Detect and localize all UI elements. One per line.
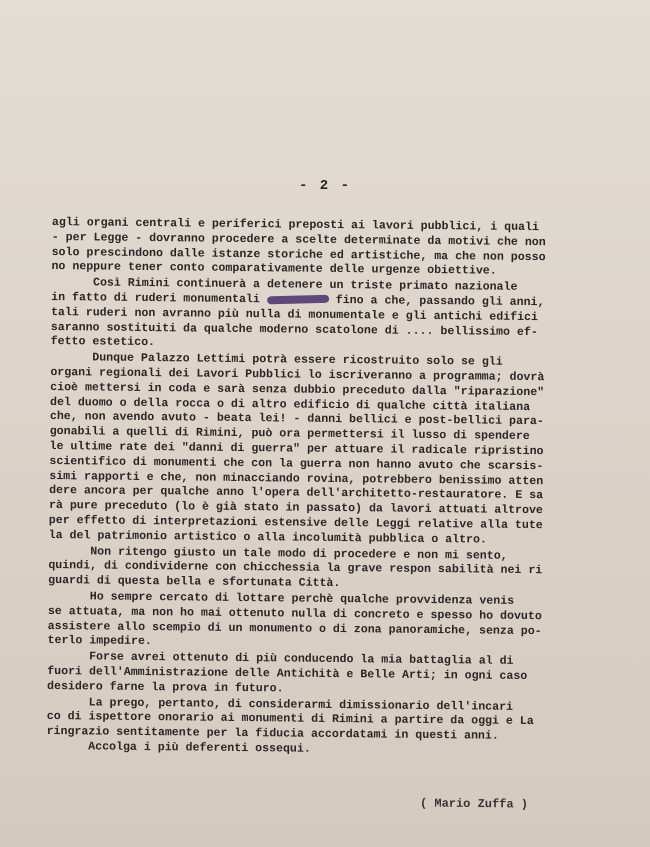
text-line: desidero farne la prova in futuro. — [47, 679, 284, 696]
text-line: rà pure preceduto (lo è già stato in passato) da lavori attuati altrove — [48, 499, 543, 518]
paragraph — [46, 695, 619, 760]
text-line: quindi, di condividerne con chicchessia la grave respon sabilità nei ri — [48, 559, 543, 578]
text-line: cioè mettersi in coda e sarà senza dubbio preceduto dalla "riparazione" — [50, 380, 545, 399]
text-line: se attuata, ma non ho mai ottenuto nulla di concreto e spesso ho dovuto — [47, 604, 542, 623]
paragraph — [51, 216, 624, 281]
text-line: assistere allo scempio di un monumento o di zona panoramiche, senza po- — [47, 619, 542, 638]
text-line: fuori dell'Amministrazione delle Antichità e Belle Arti; in ogni caso — [47, 664, 528, 683]
text-line: Ho sempre cercato di lottare perchè qualche provvidenza venis — [47, 589, 515, 608]
text-line: no neppure tener conto comparativamente delle urgenze obiettive. — [51, 260, 497, 279]
paragraph — [47, 590, 620, 655]
text-line: La prego, pertanto, di considerarmi dimissionario dell'incari — [46, 695, 514, 714]
text-line: scientifico di monumenti che con la guerra non hanno avuto che scarsis- — [49, 454, 544, 473]
text-line: Non ritengo giusto un tale modo di procedere e non mi sento, — [48, 544, 508, 563]
text-line: gonabili a quelli di Rimini, può ora permettersi il lusso di spendere — [49, 425, 530, 444]
text-line: Dunque Palazzo Lettimi potrà essere ricostruito solo se gli — [50, 351, 503, 369]
text-line: tali ruderi non avranno più nulla di monumentale e gli antichi edifici — [50, 305, 539, 324]
text-line: Così Rimini continuerà a detenere un triste primato nazionale — [51, 276, 518, 295]
paragraph — [47, 650, 619, 700]
text-line: per effetto di interpretazioni estensive delle Leggi relative alla tute — [48, 513, 543, 533]
page-number: - 2 - — [298, 178, 351, 194]
text-line: terlo impedire. — [47, 634, 152, 649]
text-line: organi regionali dei Lavori Pubblici lo iscriveranno a programma; dovrà — [50, 365, 545, 385]
text-line: fetto estetico. — [50, 335, 156, 350]
text-line: Forse avrei ottenuto di più conducendo la mia battaglia al di — [47, 650, 514, 668]
text-line: ringrazio sentitamente per la fiducia accordatami in questi anni. — [46, 725, 499, 743]
text-line: dere ancora per qualche anno l'opera dell'architetto-restauratore. E sa — [49, 484, 544, 503]
ink-strikeout — [267, 295, 329, 305]
text-line: le ultime rate dei "danni di guerra" per attuare il radicale ripristino — [49, 439, 544, 459]
text-line: simi rapporti e che, non minacciando rovina, potrebbero benissimo atten — [49, 469, 544, 488]
paragraph — [51, 276, 624, 356]
text-line: la del patrimonio artistico o alla incolumità pubblica o altro. — [48, 528, 488, 547]
text-line: in fatto di ruderi monumentali fino a che, passando gli anni, — [51, 290, 545, 310]
text-line: saranno sostituiti da qualche moderno scatolone di .... bellissimo ef- — [50, 320, 538, 339]
letter-body — [46, 216, 624, 762]
text-line: agli organi centrali e periferici preposti ai lavori pubblici, i quali — [51, 216, 540, 235]
paragraph — [48, 545, 620, 595]
text-line: Accolga i più deferenti ossequi. — [46, 739, 311, 756]
signature: ( Mario Zuffa ) — [419, 796, 529, 812]
text-line: - per Legge - dovranno procedere a scelte determinate da motivi che non — [51, 230, 546, 249]
text-line: solo prescindono dalle istanze storiche ed artistiche, ma che non posso — [51, 245, 546, 264]
text-line: co di ispettore onorario ai monumenti di Rimini a partire da oggi e La — [46, 710, 534, 729]
paragraph — [49, 351, 623, 549]
text-line: che, non avendo avuto - beata lei! - danni bellici e post-bellici para- — [49, 410, 544, 429]
text-line: guardi di questa bella e sfortunata Città. — [48, 574, 341, 591]
text-line: del duomo o della rocca o di altro edificio di qualche città italiana — [49, 395, 531, 414]
